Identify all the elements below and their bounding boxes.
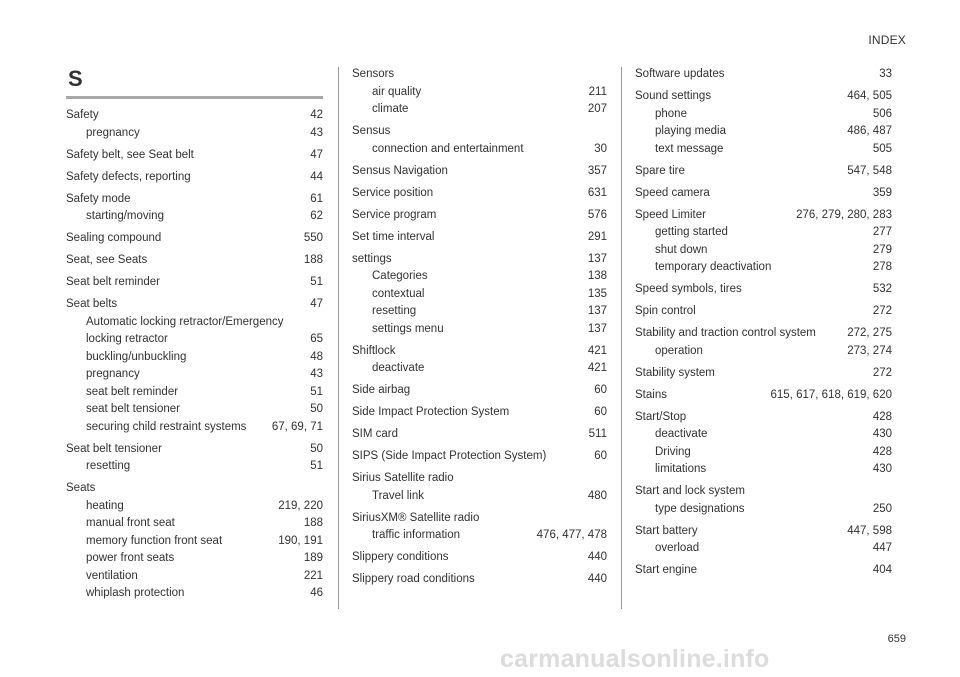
index-page-refs: 447, 598: [847, 524, 892, 537]
index-page-refs: 279: [872, 243, 892, 256]
index-term: connection and entertainment: [372, 142, 524, 155]
index-sub-term-row: [352, 268, 607, 286]
running-head-title: INDEX: [868, 33, 906, 47]
index-main-term-row: [66, 480, 323, 498]
index-page-refs: 421: [587, 344, 607, 357]
index-entry: [635, 281, 892, 299]
index-page-refs: 359: [872, 186, 892, 199]
index-sub-term-row: [635, 461, 892, 479]
index-main-term-row: [352, 426, 607, 444]
index-term: Seat belt tensioner: [66, 442, 162, 455]
index-page-refs: 33: [879, 68, 892, 80]
index-sub-term-row: [66, 498, 323, 516]
index-sub-term-row: [635, 343, 892, 361]
index-term: Speed camera: [635, 186, 710, 199]
index-sub-term-row: [66, 366, 323, 384]
index-term: Start engine: [635, 564, 698, 576]
index-main-term-row: [66, 191, 323, 209]
index-term: text message: [655, 142, 724, 155]
index-page-refs: 440: [587, 573, 607, 585]
index-page-refs: 447: [872, 542, 892, 554]
index-entry: [66, 480, 323, 603]
index-page-refs: 505: [872, 142, 892, 155]
index-sub-term-row: [66, 458, 323, 476]
index-main-term-row: [635, 562, 892, 580]
section-letter: S: [68, 66, 83, 91]
index-term: whiplash protection: [86, 587, 185, 599]
index-page-refs: 272, 275: [847, 327, 892, 339]
index-entry: [66, 274, 323, 292]
index-term: Slippery road conditions: [352, 573, 475, 585]
index-term: buckling/unbuckling: [86, 350, 187, 363]
index-page-refs: 60: [594, 384, 607, 396]
index-entry: [352, 229, 607, 247]
index-sub-term-row: [66, 208, 323, 226]
index-term: locking retractor: [86, 333, 168, 345]
index-sub-term-row: [66, 331, 323, 349]
index-term: Start battery: [635, 524, 698, 537]
index-term: Driving: [655, 445, 691, 458]
index-sub-term-row: [352, 321, 607, 339]
index-term: seat belt tensioner: [86, 403, 180, 415]
index-sub-term-row: [635, 501, 892, 519]
index-main-term-row: [352, 404, 607, 422]
index-page-refs: 440: [587, 551, 607, 563]
index-entry: [635, 325, 892, 360]
index-term: Sensus Navigation: [352, 164, 448, 177]
index-page-refs: 576: [587, 208, 607, 221]
index-term: SIPS (Side Impact Protection System): [352, 450, 547, 462]
index-entry: [635, 523, 892, 558]
index-entry: [635, 409, 892, 479]
index-main-term-row: [66, 296, 323, 314]
index-entry: [635, 483, 892, 518]
index-page-refs: 276, 279, 280, 283: [796, 208, 892, 221]
index-term: Automatic locking retractor/Emergency: [86, 315, 284, 328]
index-page-refs: 464, 505: [847, 90, 892, 102]
index-term: Travel link: [372, 489, 424, 502]
index-sub-term-row: [66, 314, 323, 332]
index-main-term-row: [635, 483, 892, 501]
index-sub-term-row: [66, 384, 323, 402]
index-main-term-row: [352, 229, 607, 247]
index-main-term-row: [635, 523, 892, 541]
page-number: 659: [887, 633, 906, 645]
index-main-term-row: [352, 382, 607, 400]
index-page-refs: 357: [587, 164, 607, 177]
index-term: SiriusXM® Satellite radio: [352, 511, 480, 524]
index-sub-term-row: [635, 224, 892, 242]
index-term: settings menu: [372, 322, 444, 335]
index-term: Categories: [372, 270, 428, 282]
index-sub-term-row: [635, 106, 892, 124]
index-page-refs: 65: [310, 333, 323, 345]
index-page-refs: 272: [872, 305, 892, 317]
index-term: traffic information: [372, 529, 460, 541]
index-main-term-row: [66, 107, 323, 125]
index-main-term-row: [352, 66, 607, 84]
index-main-term-row: [66, 147, 323, 165]
index-term: Safety defects, reporting: [66, 170, 191, 183]
index-entry: [635, 207, 892, 277]
index-sub-term-row: [352, 84, 607, 102]
index-sub-term-row: [352, 303, 607, 321]
index-entry: [635, 562, 892, 580]
index-main-term-row: [635, 387, 892, 405]
index-entry: [352, 163, 607, 181]
index-page-refs: 421: [587, 362, 607, 374]
index-entry: [635, 303, 892, 321]
index-sub-term-row: [66, 125, 323, 143]
index-sub-term-row: [66, 550, 323, 568]
index-term: memory function front seat: [86, 534, 223, 547]
index-sub-term-row: [635, 444, 892, 462]
index-term: Set time interval: [352, 230, 435, 243]
index-main-term-row: [635, 185, 892, 203]
column-divider: [621, 67, 622, 609]
watermark: carmanualsonline.info: [500, 645, 770, 673]
index-page-refs: 51: [310, 460, 323, 472]
index-term: getting started: [655, 226, 728, 238]
index-page-refs: 211: [588, 85, 607, 98]
index-term: Seat belts: [66, 298, 118, 310]
index-term: temporary deactivation: [655, 261, 772, 273]
index-term: settings: [352, 252, 392, 265]
index-term: Sealing compound: [66, 232, 162, 244]
index-term: shut down: [655, 243, 708, 256]
index-column-2: [352, 66, 607, 593]
index-term: pregnancy: [86, 126, 140, 139]
index-page-refs: 60: [594, 406, 607, 418]
index-entry: [66, 107, 323, 142]
index-page-refs: 277: [872, 226, 892, 238]
index-term: heating: [86, 499, 124, 512]
index-main-term-row: [352, 510, 607, 528]
index-sub-term-row: [352, 101, 607, 119]
index-page-refs: 547, 548: [847, 164, 892, 177]
index-term: Sensors: [352, 68, 395, 80]
index-term: Sound settings: [635, 90, 712, 102]
index-sub-term-row: [352, 286, 607, 304]
index-entry: [352, 404, 607, 422]
index-sub-term-row: [66, 533, 323, 551]
index-entry: [635, 163, 892, 181]
index-term: pregnancy: [86, 368, 140, 380]
index-page-refs: 43: [310, 126, 323, 139]
index-page-refs: 51: [310, 385, 323, 398]
index-term: playing media: [655, 125, 726, 137]
index-sub-term-row: [66, 419, 323, 437]
index-entry: [66, 191, 323, 226]
index-page-refs: 631: [587, 186, 607, 199]
index-main-term-row: [635, 303, 892, 321]
index-term: securing child restraint systems: [86, 420, 247, 433]
index-page-refs: 550: [303, 232, 323, 244]
index-entry: [352, 207, 607, 225]
index-page-refs: 430: [872, 428, 892, 440]
index-column-3: [635, 66, 892, 584]
index-page-refs: 430: [872, 463, 892, 475]
index-main-term-row: [66, 274, 323, 292]
index-page-refs: 48: [310, 350, 323, 363]
index-page-refs: 51: [310, 276, 323, 288]
index-page-refs: 273, 274: [847, 344, 892, 357]
index-entry: [352, 426, 607, 444]
index-sub-term-row: [635, 426, 892, 444]
index-main-term-row: [66, 252, 323, 270]
index-page-refs: 532: [872, 283, 892, 295]
index-term: resetting: [372, 305, 417, 317]
index-page-refs: 476, 477, 478: [536, 529, 607, 541]
column-divider: [338, 67, 339, 609]
section-letter-rule: [66, 96, 323, 99]
index-term: Side Impact Protection System: [352, 406, 510, 418]
index-page-refs: 207: [587, 103, 607, 115]
index-sub-term-row: [635, 259, 892, 277]
index-term: type designations: [655, 502, 745, 515]
index-entry: [66, 230, 323, 248]
index-page-refs: 60: [594, 450, 607, 462]
index-term: Sirius Satellite radio: [352, 472, 454, 484]
index-page-refs: 404: [872, 564, 892, 576]
index-page-refs: 428: [872, 410, 892, 423]
index-term: power front seats: [86, 552, 175, 564]
index-sub-term-row: [635, 123, 892, 141]
index-page-refs: 272: [872, 366, 892, 379]
index-entry: [352, 571, 607, 589]
index-page-refs: 480: [587, 489, 607, 502]
index-term: resetting: [86, 460, 131, 472]
index-main-term-row: [352, 549, 607, 567]
index-main-term-row: [635, 163, 892, 181]
index-page-refs: 188: [303, 517, 323, 529]
index-entry: [352, 382, 607, 400]
index-sub-term-row: [352, 488, 607, 506]
index-entry: [66, 169, 323, 187]
index-page-refs: 137: [587, 305, 607, 317]
index-page-refs: 47: [310, 148, 323, 161]
index-main-term-row: [66, 230, 323, 248]
index-term: Side airbag: [352, 384, 411, 396]
index-term: Seat belt reminder: [66, 276, 160, 288]
index-page-refs: 50: [310, 442, 323, 455]
index-main-term-row: [635, 281, 892, 299]
index-entry: [66, 147, 323, 165]
index-sub-term-row: [66, 401, 323, 419]
index-page-refs: 47: [310, 298, 323, 310]
index-term: air quality: [372, 85, 422, 98]
index-main-term-row: [66, 169, 323, 187]
index-main-term-row: [352, 163, 607, 181]
index-sub-term-row: [66, 585, 323, 603]
index-term: Seats: [66, 482, 96, 494]
index-entry: [352, 448, 607, 466]
index-term: phone: [655, 107, 687, 120]
index-page-refs: 62: [310, 210, 323, 222]
index-term: Stains: [635, 388, 667, 401]
index-sub-term-row: [66, 349, 323, 367]
index-term: Start and lock system: [635, 485, 745, 497]
index-page-refs: 486, 487: [847, 125, 892, 137]
index-sub-term-row: [635, 540, 892, 558]
index-entry: [352, 549, 607, 567]
index-term: Slippery conditions: [352, 551, 449, 563]
index-term: Safety: [66, 109, 99, 121]
index-entry: [352, 251, 607, 339]
index-page-refs: 188: [303, 254, 323, 266]
index-page-refs: 615, 617, 618, 619, 620: [770, 388, 892, 401]
index-main-term-row: [352, 470, 607, 488]
index-page-refs: 61: [310, 192, 323, 205]
index-entry: [635, 365, 892, 383]
index-entry: [66, 296, 323, 436]
index-term: Stability system: [635, 366, 715, 379]
index-main-term-row: [66, 441, 323, 459]
index-page-refs: 30: [594, 142, 607, 155]
index-main-term-row: [352, 571, 607, 589]
index-entry: [352, 510, 607, 545]
index-main-term-row: [352, 123, 607, 141]
index-sub-term-row: [66, 515, 323, 533]
index-page-refs: 189: [303, 552, 323, 564]
index-main-term-row: [635, 409, 892, 427]
index-entry: [635, 66, 892, 84]
index-term: overload: [655, 542, 700, 554]
index-term: climate: [372, 103, 409, 115]
index-column-1: [66, 66, 323, 607]
index-entry: [352, 343, 607, 378]
index-main-term-row: [635, 66, 892, 84]
index-term: ventilation: [86, 569, 138, 582]
index-page-refs: 50: [310, 403, 323, 415]
index-term: Seat, see Seats: [66, 254, 148, 266]
index-page-refs: 190, 191: [278, 534, 323, 547]
index-entry: [352, 123, 607, 158]
index-sub-term-row: [635, 141, 892, 159]
index-page-refs: 278: [872, 261, 892, 273]
index-page-refs: 511: [588, 428, 607, 440]
index-term: contextual: [372, 287, 425, 300]
index-main-term-row: [635, 207, 892, 225]
index-page-refs: 291: [587, 230, 607, 243]
index-term: deactivate: [372, 362, 425, 374]
index-term: manual front seat: [86, 517, 175, 529]
index-term: starting/moving: [86, 210, 164, 222]
index-main-term-row: [352, 343, 607, 361]
index-page-refs: 137: [587, 322, 607, 335]
index-term: Speed symbols, tires: [635, 283, 742, 295]
index-term: Safety mode: [66, 192, 131, 205]
index-term: operation: [655, 344, 703, 357]
index-page-refs: 428: [872, 445, 892, 458]
index-page-refs: 219, 220: [278, 499, 323, 512]
index-main-term-row: [635, 88, 892, 106]
index-main-term-row: [352, 185, 607, 203]
index-page-refs: 250: [872, 502, 892, 515]
index-entry: [352, 185, 607, 203]
index-main-term-row: [352, 207, 607, 225]
index-term: deactivate: [655, 428, 708, 440]
index-page-refs: 43: [310, 368, 323, 380]
index-term: Start/Stop: [635, 410, 687, 423]
index-term: Shiftlock: [352, 344, 396, 357]
index-term: Speed Limiter: [635, 208, 706, 221]
index-page-refs: 221: [303, 569, 323, 582]
index-entry: [352, 66, 607, 119]
index-entry: [635, 185, 892, 203]
index-entry: [66, 441, 323, 476]
index-entry: [635, 387, 892, 405]
index-term: Stability and traction control system: [635, 327, 816, 339]
index-main-term-row: [635, 365, 892, 383]
index-main-term-row: [635, 325, 892, 343]
index-main-term-row: [352, 448, 607, 466]
index-entry: [635, 88, 892, 158]
index-page-refs: 138: [587, 270, 607, 282]
index-term: Service position: [352, 186, 434, 199]
index-term: Software updates: [635, 68, 725, 80]
index-page-refs: 42: [310, 109, 323, 121]
index-term: limitations: [655, 463, 707, 475]
index-term: Safety belt, see Seat belt: [66, 148, 194, 161]
index-sub-term-row: [352, 141, 607, 159]
index-sub-term-row: [66, 568, 323, 586]
index-entry: [352, 470, 607, 505]
index-page-refs: 44: [310, 170, 323, 183]
index-term: seat belt reminder: [86, 385, 179, 398]
index-page-refs: 46: [310, 587, 323, 599]
index-term: SIM card: [352, 428, 399, 440]
index-term: Spin control: [635, 305, 696, 317]
index-term: Spare tire: [635, 164, 685, 177]
index-main-term-row: [352, 251, 607, 269]
index-sub-term-row: [352, 527, 607, 545]
index-sub-term-row: [635, 242, 892, 260]
index-page-refs: 137: [587, 252, 607, 265]
index-sub-term-row: [352, 360, 607, 378]
index-entry: [66, 252, 323, 270]
index-page-refs: 135: [587, 287, 607, 300]
index-page-refs: 506: [872, 107, 892, 120]
index-term: Sensus: [352, 125, 391, 137]
index-term: Service program: [352, 208, 437, 221]
index-page-refs: 67, 69, 71: [271, 420, 323, 433]
